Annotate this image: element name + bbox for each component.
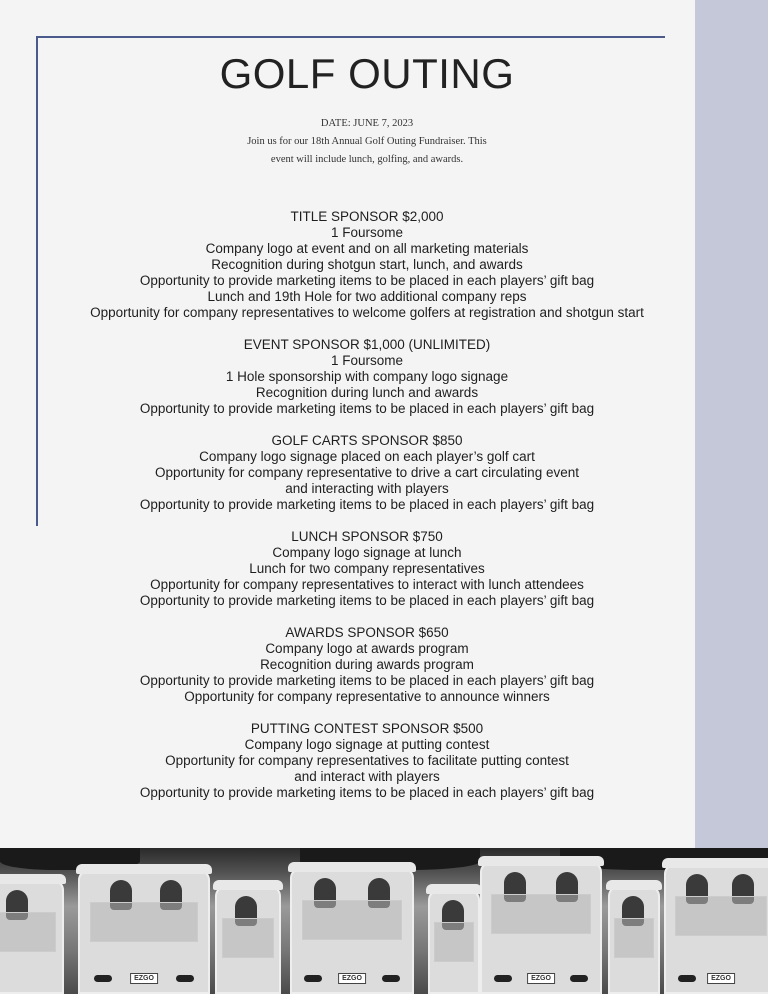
- sponsor-benefit: Opportunity for company representatives to interact with lunch attendees: [150, 577, 584, 592]
- sponsor-benefit: Opportunity for company representatives to welcome golfers at registration and shotgun start: [90, 305, 644, 320]
- cart-roof: [478, 856, 604, 866]
- sponsor-heading: GOLF CARTS SPONSOR $850: [271, 433, 463, 448]
- cart-windshield: [302, 900, 403, 940]
- intro-block: [0, 115, 734, 169]
- intro-line-1: Join us for our 18th Annual Golf Outing Fundraiser. This: [247, 136, 487, 147]
- cart-headlight: [494, 975, 512, 982]
- sponsor-benefit: Lunch and 19th Hole for two additional company reps: [207, 289, 527, 304]
- sponsor-golf-carts-level: [0, 433, 734, 513]
- page-title: GOLF OUTING: [219, 50, 515, 97]
- cart-windshield: [0, 912, 56, 952]
- sponsor-list: [0, 209, 734, 817]
- golf-cart: [608, 886, 660, 994]
- cart-windshield: [614, 918, 654, 958]
- sponsor-benefit: Opportunity to provide marketing items to be placed in each players’ gift bag: [139, 497, 595, 512]
- golf-cart: [215, 886, 281, 994]
- sponsor-event-level: [0, 337, 734, 417]
- cart-roof: [76, 864, 212, 874]
- cart-windshield: [675, 896, 767, 936]
- sponsor-heading: EVENT SPONSOR $1,000 (UNLIMITED): [243, 337, 491, 352]
- sponsor-benefit: 1 Foursome: [330, 353, 404, 368]
- sponsor-benefit: and interacting with players: [285, 481, 449, 496]
- sponsor-benefit: Opportunity to provide marketing items to be placed in each players’ gift bag: [139, 673, 595, 688]
- cart-windshield: [491, 894, 590, 934]
- cart-brand-badge: EZGO: [707, 973, 735, 984]
- sponsor-heading: LUNCH SPONSOR $750: [291, 529, 443, 544]
- sponsor-heading: TITLE SPONSOR $2,000: [290, 209, 444, 224]
- cart-brand-badge: EZGO: [527, 973, 555, 984]
- sponsor-benefit: Recognition during awards program: [260, 657, 474, 672]
- sponsor-benefit: Lunch for two company representatives: [249, 561, 485, 576]
- cart-windshield: [434, 922, 474, 962]
- sponsor-benefit: Opportunity to provide marketing items to be placed in each players’ gift bag: [139, 785, 595, 800]
- golf-cart: [664, 864, 768, 994]
- cart-roof: [0, 874, 66, 884]
- sponsor-benefit: Company logo signage at putting contest: [244, 737, 490, 752]
- cart-windshield: [90, 902, 198, 942]
- sponsor-benefit: 1 Hole sponsorship with company logo signage: [225, 369, 509, 384]
- sponsor-title-level: [0, 209, 734, 321]
- sponsor-heading: AWARDS SPONSOR $650: [285, 625, 449, 640]
- cart-headlight: [94, 975, 112, 982]
- sponsor-benefit: and interact with players: [294, 769, 440, 784]
- cart-headlight: [570, 975, 588, 982]
- golf-cart: [78, 870, 210, 994]
- sponsor-benefit: Opportunity for company representatives to facilitate putting contest: [165, 753, 569, 768]
- cart-roof: [426, 884, 482, 894]
- sponsor-benefit: Opportunity for company representative to announce winners: [184, 689, 550, 704]
- sponsor-benefit: Opportunity to provide marketing items to be placed in each players’ gift bag: [139, 401, 595, 416]
- sponsor-benefit: Opportunity for company representative to drive a cart circulating event: [155, 465, 579, 480]
- cart-windshield: [222, 918, 274, 958]
- frame-top-rule: [36, 36, 665, 38]
- sponsor-benefit: Company logo at event and on all marketing materials: [205, 241, 529, 256]
- cart-roof: [662, 858, 768, 868]
- golf-cart: [480, 862, 602, 994]
- golf-cart: [290, 868, 414, 994]
- cart-headlight: [382, 975, 400, 982]
- sponsor-putting-contest-level: [0, 721, 734, 801]
- sponsor-benefit: Recognition during lunch and awards: [255, 385, 479, 400]
- cart-roof: [213, 880, 283, 890]
- sponsor-benefit: Company logo at awards program: [265, 641, 469, 656]
- sponsor-benefit: Company logo signage at lunch: [272, 545, 462, 560]
- sponsor-benefit: Opportunity to provide marketing items to be placed in each players’ gift bag: [139, 593, 595, 608]
- golf-cart: [0, 880, 64, 994]
- cart-roof: [606, 880, 662, 890]
- cart-brand-badge: EZGO: [338, 973, 366, 984]
- event-date: DATE: JUNE 7, 2023: [320, 118, 414, 129]
- sponsor-heading: PUTTING CONTEST SPONSOR $500: [250, 721, 484, 736]
- sponsor-lunch-level: [0, 529, 734, 609]
- cart-brand-badge: EZGO: [130, 973, 158, 984]
- golf-cart: [428, 890, 480, 994]
- sponsor-benefit: 1 Foursome: [330, 225, 404, 240]
- cart-headlight: [304, 975, 322, 982]
- intro-line-2: event will include lunch, golfing, and awards.: [270, 154, 464, 165]
- sponsor-benefit: Company logo signage placed on each player’s golf cart: [199, 449, 535, 464]
- sponsor-benefit: Opportunity to provide marketing items to be placed in each players’ gift bag: [139, 273, 595, 288]
- sponsor-awards-level: [0, 625, 734, 705]
- sponsor-benefit: Recognition during shotgun start, lunch, and awards: [211, 257, 523, 272]
- cart-headlight: [678, 975, 696, 982]
- golf-carts-photo: [0, 848, 768, 994]
- cart-headlight: [176, 975, 194, 982]
- cart-roof: [288, 862, 416, 872]
